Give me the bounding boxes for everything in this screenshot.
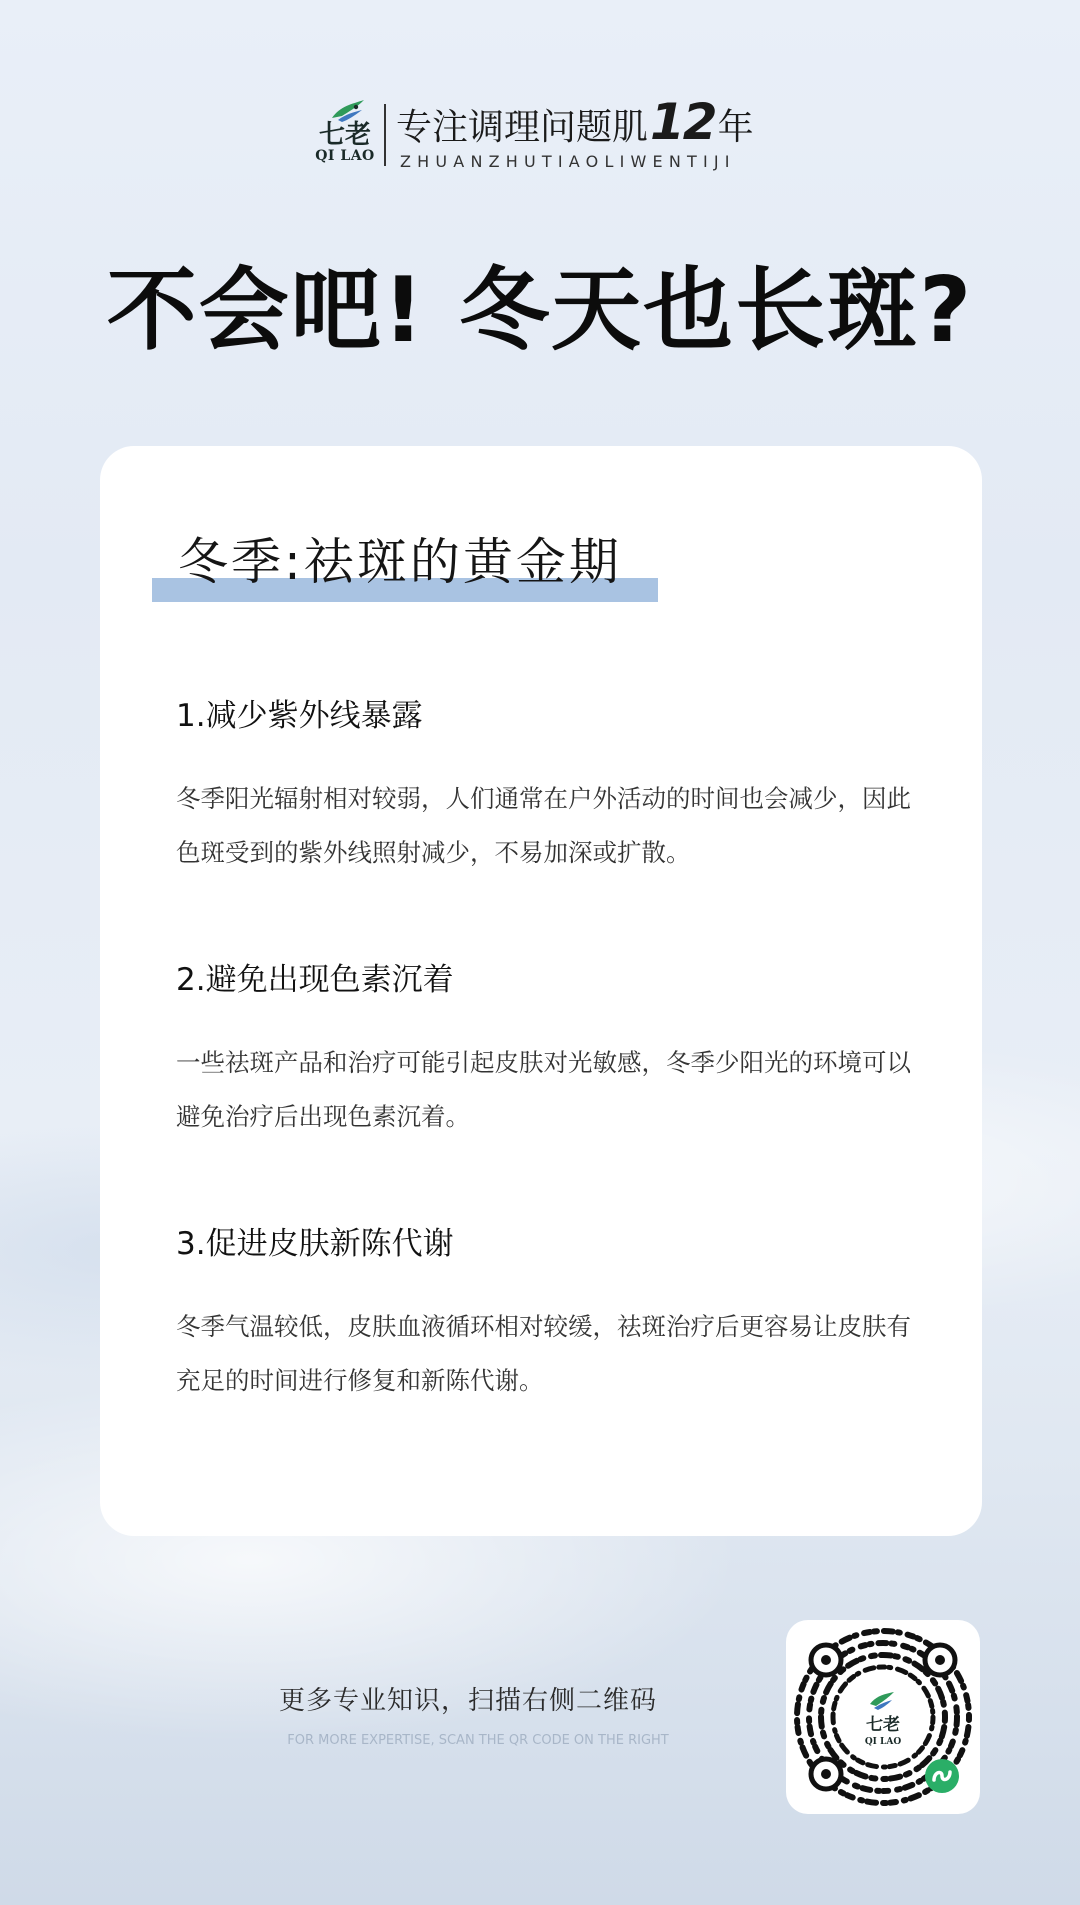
item-text-2: 一些祛斑产品和治疗可能引起皮肤对光敏感，冬季少阳光的环境可以避免治疗后出现色素沉着。 <box>176 1048 911 1131</box>
brand-logo <box>312 96 378 172</box>
footer-cta-text: 更多专业知识，扫描右侧二维码 <box>278 1686 657 1716</box>
tagline-prefix: 专注调理问题肌 <box>396 107 649 148</box>
item-text-3: 冬季气温较低，皮肤血液循环相对较缓，祛斑治疗后更容易让皮肤有充足的时间进行修复和新陈代谢。 <box>176 1312 911 1395</box>
tagline-years: 12 <box>650 93 716 151</box>
item-title-2: 2.避免出现色素沉着 <box>176 962 454 998</box>
item-text-1: 冬季阳光辐射相对较弱，人们通常在户外活动的时间也会减少，因此色斑受到的紫外线照射减少，不易加深或扩散。 <box>176 784 911 867</box>
qr-logo-en: QI LAO <box>864 1737 902 1747</box>
mini-program-qr-code[interactable] <box>786 1620 980 1814</box>
qr-logo-cn: 七老 <box>866 1715 900 1735</box>
qr-code-icon <box>786 1620 980 1814</box>
tagline-suffix: 年 <box>717 107 754 148</box>
header-divider <box>384 104 386 166</box>
item-title-3: 3.促进皮肤新陈代谢 <box>176 1226 454 1262</box>
content-card <box>100 446 982 1536</box>
item-title-1: 1.减少紫外线暴露 <box>176 698 423 734</box>
logo-english-text: QI LAO <box>315 148 375 164</box>
card-title: 冬季:祛斑的黄金期 <box>178 533 622 591</box>
logo-chinese-text: 七老 <box>318 120 371 150</box>
page-headline: 不会吧! 冬天也长斑? <box>106 258 974 363</box>
brand-tagline <box>396 93 754 151</box>
footer-cta-english: FOR MORE EXPERTISE, SCAN THE QR CODE ON THE RIGHT <box>287 1733 669 1748</box>
brand-header <box>0 93 1080 176</box>
tagline-pinyin: ZHUANZHUTIAOLIWENTIJI <box>400 152 736 171</box>
